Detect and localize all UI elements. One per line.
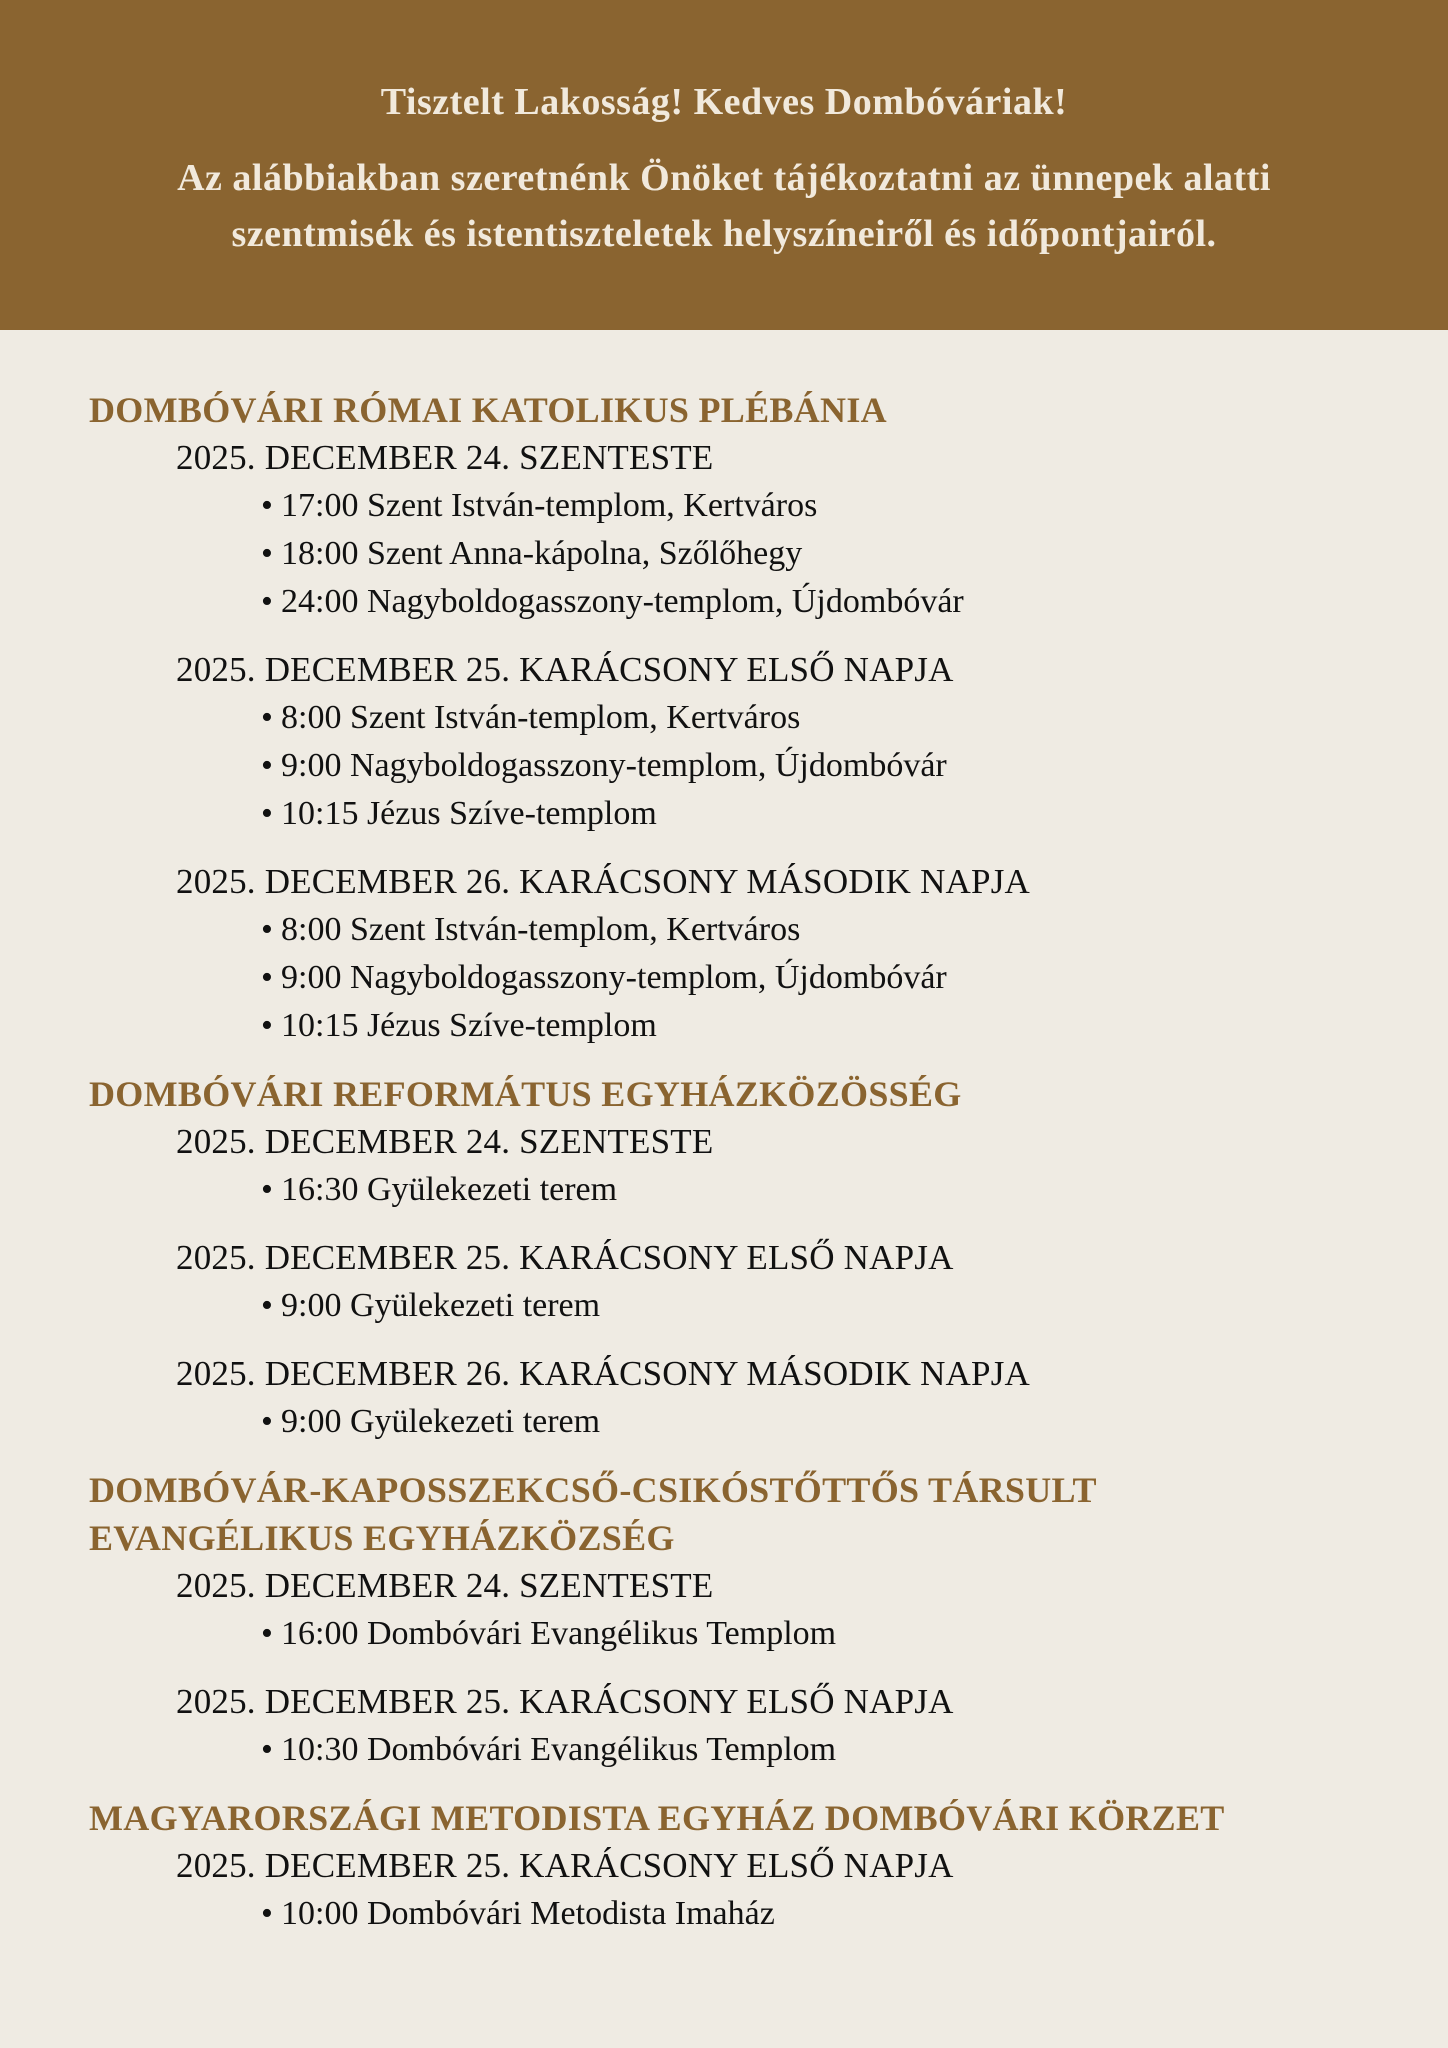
service-item [89, 482, 1389, 530]
church-name: EVANGÉLIKUS EGYHÁZKÖZSÉG [89, 1518, 675, 1558]
service-text: 8:00 Szent István-templom, Kertváros [281, 911, 801, 948]
service-item [89, 578, 1389, 626]
bullet-icon: • [261, 1403, 273, 1440]
service-text: 10:15 Jézus Szíve-templom [281, 795, 657, 832]
service-item [89, 530, 1389, 578]
service-text: 10:30 Dombóvári Evangélikus Templom [281, 1731, 837, 1768]
service-item [89, 1610, 1389, 1658]
day-group [89, 1842, 1389, 1938]
day-title: 2025. DECEMBER 25. KARÁCSONY ELSŐ NAPJA [176, 1682, 954, 1721]
day-group [89, 858, 1389, 1050]
service-item [89, 790, 1389, 838]
intro-line: Az alábbiakban szeretnénk Önöket tájékoztatni az ünnepek alatti [177, 157, 1271, 199]
bullet-icon: • [261, 487, 273, 524]
bullet-icon: • [261, 747, 273, 784]
church-name: DOMBÓVÁRI REFORMÁTUS EGYHÁZKÖZÖSSÉG [89, 1074, 962, 1114]
schedule [89, 386, 1389, 1938]
header-banner [0, 0, 1448, 330]
service-text: 9:00 Nagyboldogasszony-templom, Újdombóvár [281, 747, 947, 784]
bullet-icon: • [261, 959, 273, 996]
day-group [89, 1562, 1389, 1658]
day-title: 2025. DECEMBER 26. KARÁCSONY MÁSODIK NAPJA [176, 1354, 1030, 1393]
service-item [89, 954, 1389, 1002]
day-group [89, 1350, 1389, 1446]
bullet-icon: • [261, 795, 273, 832]
church-name: DOMBÓVÁRI RÓMAI KATOLIKUS PLÉBÁNIA [89, 390, 887, 430]
service-text: 16:30 Gyülekezeti terem [281, 1171, 618, 1208]
greeting: Tisztelt Lakosság! Kedves Dombóváriak! [380, 81, 1068, 123]
day-title: 2025. DECEMBER 25. KARÁCSONY ELSŐ NAPJA [176, 650, 954, 689]
bullet-icon: • [261, 911, 273, 948]
service-text: 9:00 Nagyboldogasszony-templom, Újdombóvár [281, 959, 947, 996]
intro-text [0, 150, 1448, 262]
service-item [89, 694, 1389, 742]
bullet-icon: • [261, 1895, 273, 1932]
bullet-icon: • [261, 583, 273, 620]
day-group [89, 434, 1389, 626]
day-group [89, 1234, 1389, 1330]
service-text: 17:00 Szent István-templom, Kertváros [281, 487, 818, 524]
church-name: DOMBÓVÁR-KAPOSSZEKCSŐ-CSIKÓSTŐTTŐS TÁRSULT [89, 1470, 1097, 1510]
church-name: MAGYARORSZÁGI METODISTA EGYHÁZ DOMBÓVÁRI KÖRZET [89, 1798, 1225, 1838]
service-item [89, 1726, 1389, 1774]
day-title: 2025. DECEMBER 24. SZENTESTE [176, 1566, 714, 1605]
intro-line: szentmisék és istentiszteletek helyszíneiről és időpontjairól. [231, 213, 1217, 255]
church-section [89, 1794, 1389, 1938]
service-item [89, 1002, 1389, 1050]
bullet-icon: • [261, 699, 273, 736]
bullet-icon: • [261, 1287, 273, 1324]
service-item [89, 1890, 1389, 1938]
service-item [89, 742, 1389, 790]
church-section [89, 386, 1389, 1050]
service-text: 9:00 Gyülekezeti terem [281, 1403, 601, 1440]
bullet-icon: • [261, 1615, 273, 1652]
bullet-icon: • [261, 535, 273, 572]
church-section [89, 1466, 1389, 1774]
day-group [89, 1118, 1389, 1214]
day-group [89, 1678, 1389, 1774]
day-title: 2025. DECEMBER 26. KARÁCSONY MÁSODIK NAPJA [176, 862, 1030, 901]
day-title: 2025. DECEMBER 25. KARÁCSONY ELSŐ NAPJA [176, 1846, 954, 1885]
bullet-icon: • [261, 1731, 273, 1768]
service-text: 24:00 Nagyboldogasszony-templom, Újdombóvár [281, 583, 964, 620]
day-group [89, 646, 1389, 838]
bullet-icon: • [261, 1171, 273, 1208]
service-item [89, 1282, 1389, 1330]
service-item [89, 1166, 1389, 1214]
service-text: 10:15 Jézus Szíve-templom [281, 1007, 657, 1044]
service-item [89, 906, 1389, 954]
service-item [89, 1398, 1389, 1446]
service-text: 16:00 Dombóvári Evangélikus Templom [281, 1615, 837, 1652]
day-title: 2025. DECEMBER 25. KARÁCSONY ELSŐ NAPJA [176, 1238, 954, 1277]
service-text: 9:00 Gyülekezeti terem [281, 1287, 601, 1324]
day-title: 2025. DECEMBER 24. SZENTESTE [176, 438, 714, 477]
bullet-icon: • [261, 1007, 273, 1044]
church-section [89, 1070, 1389, 1446]
service-text: 8:00 Szent István-templom, Kertváros [281, 699, 801, 736]
service-text: 10:00 Dombóvári Metodista Imaház [281, 1895, 775, 1932]
service-text: 18:00 Szent Anna-kápolna, Szőlőhegy [281, 535, 803, 572]
day-title: 2025. DECEMBER 24. SZENTESTE [176, 1122, 714, 1161]
